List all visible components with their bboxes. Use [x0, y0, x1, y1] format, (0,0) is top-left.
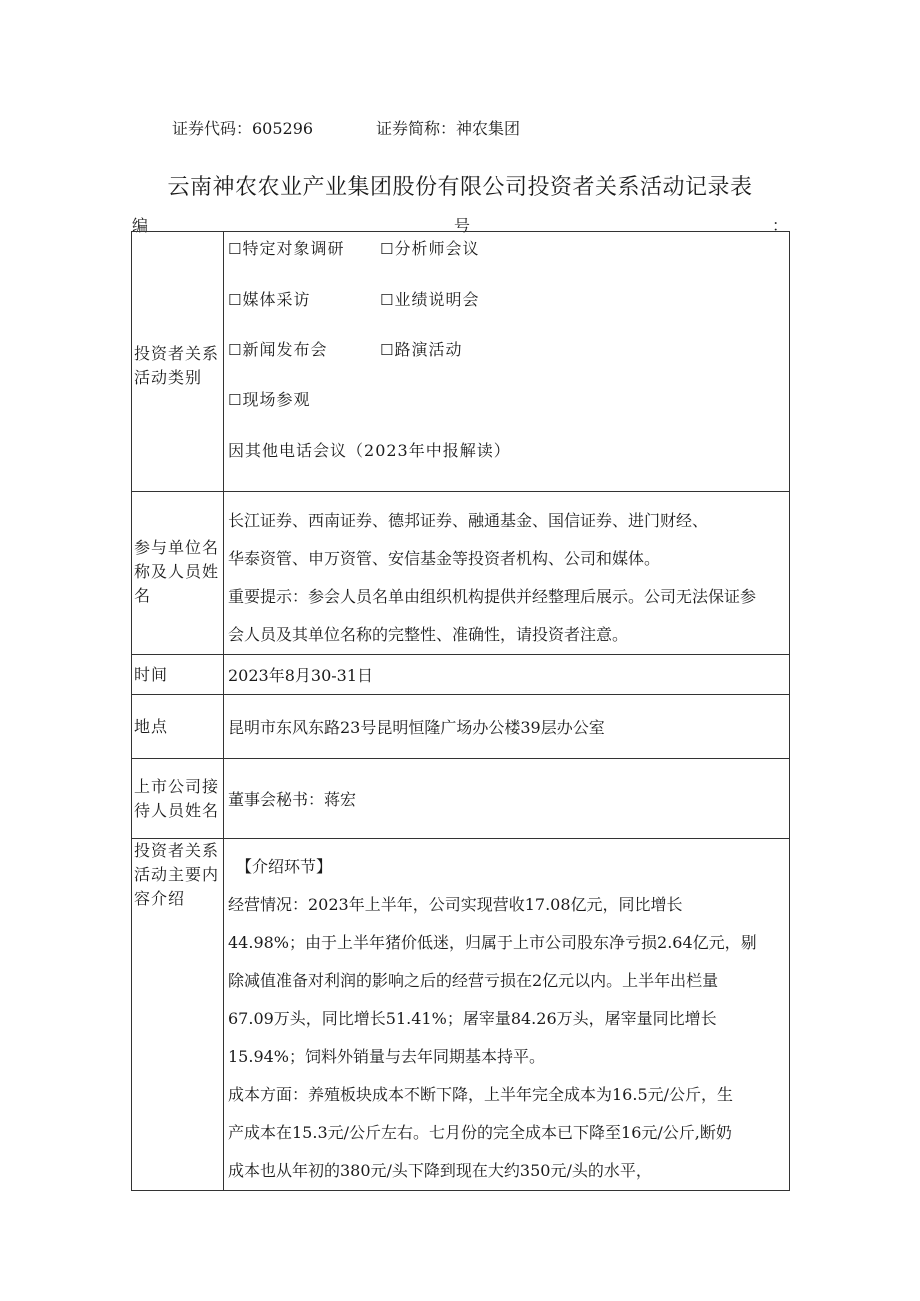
option-specific-research[interactable] — [228, 236, 344, 259]
option-media-interview[interactable] — [228, 287, 310, 310]
content-line: 成本方面：养殖板块成本不断下降，上半年完全成本为16.5元/公斤，生 — [228, 1085, 734, 1104]
content-line: 67.09万头，同比增长51.41%；屠宰量84.26万头，屠宰量同比增长 — [228, 1009, 717, 1028]
checkbox-icon: ☐ — [228, 341, 243, 359]
content-line: 经营情况：2023年上半年，公司实现营收17.08亿元，同比增长 — [228, 895, 683, 914]
option-label: 特定对象调研 — [242, 239, 345, 258]
time-value: 2023年8月30-31日 — [224, 655, 790, 695]
participants-line: 长江证券、西南证券、德邦证券、融通基金、国信证券、进门财经、 — [228, 511, 709, 530]
content-line: 44.98%；由于上半年猪价低迷，归属于上市公司股东净亏损2.64亿元，剔 — [228, 933, 757, 952]
activity-type-label-cell — [132, 232, 224, 492]
location-label: 地点 — [132, 695, 224, 759]
time-row — [132, 655, 790, 695]
option-label: 媒体采访 — [242, 290, 311, 309]
checked-mark-icon: 因 — [228, 441, 246, 460]
location-value: 昆明市东风东路23号昆明恒隆广场办公楼39层办公室 — [224, 695, 790, 759]
reception-value: 董事会秘书：蒋宏 — [224, 759, 790, 839]
important-notice-line: 会人员及其单位名称的完整性、准确性，请投资者注意。 — [228, 625, 629, 644]
reception-row — [132, 759, 790, 839]
activity-type-content — [224, 232, 790, 492]
participants-label: 参与单位名称及人员姓名 — [134, 538, 220, 605]
checkbox-icon: ☐ — [228, 391, 243, 409]
option-site-visit[interactable] — [228, 387, 310, 410]
number-label-left: 编 — [132, 216, 149, 235]
record-table — [131, 231, 790, 1191]
option-label: 业绩说明会 — [394, 290, 480, 309]
content-label: 投资者关系活动主要内容介绍 — [134, 841, 220, 908]
option-other-conference-call[interactable] — [228, 438, 511, 461]
option-label: 新闻发布会 — [242, 340, 328, 359]
intro-section-heading: 【介绍环节】 — [236, 857, 333, 876]
participants-row — [132, 492, 790, 655]
activity-type-row — [132, 232, 790, 492]
activity-type-label: 投资者关系活动类别 — [134, 344, 220, 387]
document-title: 云南神农农业产业集团股份有限公司投资者关系活动记录表 — [167, 175, 753, 200]
option-label: 路演活动 — [394, 340, 463, 359]
option-label: 其他电话会议（2023年中报解读） — [245, 441, 511, 460]
activity-type-options — [228, 232, 785, 490]
content-line: 产成本在15.3元/公斤左右。七月份的完全成本已下降至16元/公斤,断奶 — [228, 1123, 732, 1142]
number-label-colon: ： — [771, 216, 788, 235]
checkbox-icon: ☐ — [228, 291, 243, 309]
time-label: 时间 — [132, 655, 224, 695]
reception-label: 上市公司接待人员姓名 — [132, 759, 224, 839]
checkbox-icon: ☐ — [228, 240, 243, 258]
security-code: 证券代码：605296 — [172, 119, 314, 138]
option-press-conference[interactable] — [228, 337, 327, 360]
checkbox-icon: ☐ — [380, 341, 395, 359]
content-line: 成本也从年初的380元/头下降到现在大约350元/头的水平， — [228, 1161, 652, 1180]
option-roadshow[interactable] — [380, 337, 462, 360]
option-label: 现场参观 — [242, 390, 311, 409]
record-number-row — [132, 213, 788, 233]
option-earnings-briefing[interactable] — [380, 287, 479, 310]
participants-label-cell — [132, 492, 224, 655]
security-abbreviation: 证券简称：神农集团 — [376, 119, 521, 138]
checkbox-icon: ☐ — [380, 240, 395, 258]
option-label: 分析师会议 — [394, 239, 480, 258]
participants-content — [224, 492, 790, 655]
content-row — [132, 839, 790, 1191]
participants-line: 华泰资管、申万资管、安信基金等投资者机构、公司和媒体。 — [228, 549, 661, 568]
content-line: 除减值准备对利润的影响之后的经营亏损在2亿元以内。上半年出栏量 — [228, 971, 719, 990]
checkbox-icon: ☐ — [380, 291, 395, 309]
security-info — [172, 116, 521, 139]
number-label-middle: 号 — [454, 216, 471, 235]
content-line: 15.94%；饲料外销量与去年同期基本持平。 — [228, 1047, 546, 1066]
content-label-cell — [132, 839, 224, 1191]
option-analyst-meeting[interactable] — [380, 236, 479, 259]
content-body — [224, 839, 790, 1191]
location-row — [132, 695, 790, 759]
important-notice-line: 重要提示：参会人员名单由组织机构提供并经整理后展示。公司无法保证参 — [228, 587, 757, 606]
